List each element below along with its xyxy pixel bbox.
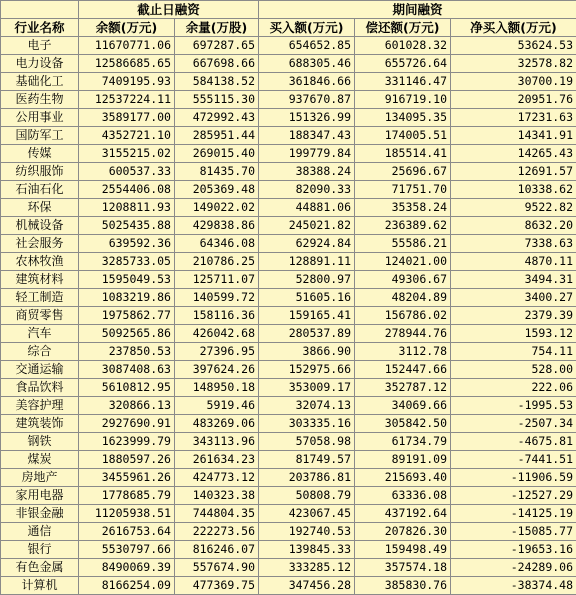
industry-cell: 家用电器: [1, 487, 79, 505]
repay-amount-cell: 89191.09: [355, 451, 451, 469]
net-buy-cell: -12527.29: [451, 487, 576, 505]
volume-cell: 483269.06: [175, 415, 259, 433]
industry-cell: 美容护理: [1, 397, 79, 415]
volume-cell: 816246.07: [175, 541, 259, 559]
balance-cell: 12586685.65: [79, 55, 175, 73]
repay-amount-cell: 357574.18: [355, 559, 451, 577]
repay-amount-cell: 124021.00: [355, 253, 451, 271]
repay-amount-cell: 134095.35: [355, 109, 451, 127]
group-header-row: [1, 1, 576, 19]
buy-amount-cell: 192740.53: [259, 523, 355, 541]
table-row: [1, 145, 576, 163]
buy-amount-cell: 38388.24: [259, 163, 355, 181]
volume-cell: 555115.30: [175, 91, 259, 109]
repay-amount-cell: 385830.76: [355, 577, 451, 595]
net-buy-cell: 14265.43: [451, 145, 576, 163]
net-buy-cell: 30700.19: [451, 73, 576, 91]
repay-amount-cell: 185514.41: [355, 145, 451, 163]
industry-cell: 计算机: [1, 577, 79, 595]
buy-amount-cell: 688305.46: [259, 55, 355, 73]
balance-cell: 639592.36: [79, 235, 175, 253]
balance-cell: 3285733.05: [79, 253, 175, 271]
buy-amount-cell: 62924.84: [259, 235, 355, 253]
table-row: [1, 181, 576, 199]
balance-cell: 3087408.63: [79, 361, 175, 379]
net-buy-cell: 17231.63: [451, 109, 576, 127]
balance-cell: 2927690.91: [79, 415, 175, 433]
net-buy-cell: 53624.53: [451, 37, 576, 55]
volume-cell: 140323.38: [175, 487, 259, 505]
balance-cell: 600537.33: [79, 163, 175, 181]
net-buy-cell: 2379.39: [451, 307, 576, 325]
col-header-volume: 余量(万股): [175, 19, 259, 37]
industry-cell: 建筑装饰: [1, 415, 79, 433]
volume-cell: 125711.07: [175, 271, 259, 289]
col-header-repay: 偿还额(万元): [355, 19, 451, 37]
volume-cell: 426042.68: [175, 325, 259, 343]
balance-cell: 3155215.02: [79, 145, 175, 163]
table-row: [1, 163, 576, 181]
volume-cell: 148950.18: [175, 379, 259, 397]
buy-amount-cell: 303335.16: [259, 415, 355, 433]
balance-cell: 2554406.08: [79, 181, 175, 199]
table-row: [1, 91, 576, 109]
net-buy-cell: 9522.82: [451, 199, 576, 217]
table-row: [1, 127, 576, 145]
industry-cell: 有色金属: [1, 559, 79, 577]
net-buy-cell: -11906.59: [451, 469, 576, 487]
repay-amount-cell: 34069.66: [355, 397, 451, 415]
buy-amount-cell: 654652.85: [259, 37, 355, 55]
balance-cell: 5610812.95: [79, 379, 175, 397]
repay-amount-cell: 352787.12: [355, 379, 451, 397]
volume-cell: 140599.72: [175, 289, 259, 307]
repay-amount-cell: 215693.40: [355, 469, 451, 487]
net-buy-cell: -19653.16: [451, 541, 576, 559]
net-buy-cell: 1593.12: [451, 325, 576, 343]
repay-amount-cell: 152447.66: [355, 361, 451, 379]
buy-amount-cell: 50808.79: [259, 487, 355, 505]
industry-cell: 公用事业: [1, 109, 79, 127]
balance-cell: 1880597.26: [79, 451, 175, 469]
net-buy-cell: 12691.57: [451, 163, 576, 181]
buy-amount-cell: 188347.43: [259, 127, 355, 145]
col-header-buy: 买入额(万元): [259, 19, 355, 37]
table-body: [1, 37, 576, 595]
buy-amount-cell: 280537.89: [259, 325, 355, 343]
balance-cell: 5025435.88: [79, 217, 175, 235]
net-buy-cell: 222.06: [451, 379, 576, 397]
repay-amount-cell: 25696.67: [355, 163, 451, 181]
table-row: [1, 199, 576, 217]
industry-cell: 石油石化: [1, 181, 79, 199]
industry-cell: 食品饮料: [1, 379, 79, 397]
table-row: [1, 289, 576, 307]
repay-amount-cell: 48204.89: [355, 289, 451, 307]
repay-amount-cell: 49306.67: [355, 271, 451, 289]
buy-amount-cell: 203786.81: [259, 469, 355, 487]
group-header-end-day: 截止日融资: [79, 1, 259, 19]
balance-cell: 1208811.93: [79, 199, 175, 217]
industry-cell: 通信: [1, 523, 79, 541]
volume-cell: 584138.52: [175, 73, 259, 91]
repay-amount-cell: 35358.24: [355, 199, 451, 217]
table-row: [1, 469, 576, 487]
industry-cell: 银行: [1, 541, 79, 559]
repay-amount-cell: 55586.21: [355, 235, 451, 253]
balance-cell: 3589177.00: [79, 109, 175, 127]
net-buy-cell: -7441.51: [451, 451, 576, 469]
industry-cell: 电力设备: [1, 55, 79, 73]
volume-cell: 210786.25: [175, 253, 259, 271]
volume-cell: 472992.43: [175, 109, 259, 127]
net-buy-cell: 8632.20: [451, 217, 576, 235]
buy-amount-cell: 139845.33: [259, 541, 355, 559]
net-buy-cell: 7338.63: [451, 235, 576, 253]
table-row: [1, 505, 576, 523]
balance-cell: 5530797.66: [79, 541, 175, 559]
industry-cell: 国防军工: [1, 127, 79, 145]
buy-amount-cell: 44881.06: [259, 199, 355, 217]
buy-amount-cell: 423067.45: [259, 505, 355, 523]
net-buy-cell: 754.11: [451, 343, 576, 361]
table-row: [1, 415, 576, 433]
repay-amount-cell: 156786.02: [355, 307, 451, 325]
table-row: [1, 379, 576, 397]
net-buy-cell: -15085.77: [451, 523, 576, 541]
industry-cell: 环保: [1, 199, 79, 217]
volume-cell: 397624.26: [175, 361, 259, 379]
table-row: [1, 109, 576, 127]
industry-cell: 交通运输: [1, 361, 79, 379]
buy-amount-cell: 51605.16: [259, 289, 355, 307]
industry-cell: 电子: [1, 37, 79, 55]
col-header-balance: 余额(万元): [79, 19, 175, 37]
volume-cell: 158116.36: [175, 307, 259, 325]
volume-cell: 343113.96: [175, 433, 259, 451]
balance-cell: 4352721.10: [79, 127, 175, 145]
industry-cell: 非银金融: [1, 505, 79, 523]
balance-cell: 1623999.79: [79, 433, 175, 451]
industry-cell: 钢铁: [1, 433, 79, 451]
balance-cell: 3455961.26: [79, 469, 175, 487]
industry-cell: 综合: [1, 343, 79, 361]
balance-cell: 8490069.39: [79, 559, 175, 577]
net-buy-cell: -4675.81: [451, 433, 576, 451]
industry-cell: 传媒: [1, 145, 79, 163]
industry-cell: 轻工制造: [1, 289, 79, 307]
table-row: [1, 433, 576, 451]
net-buy-cell: 4870.11: [451, 253, 576, 271]
buy-amount-cell: 333285.12: [259, 559, 355, 577]
buy-amount-cell: 82090.33: [259, 181, 355, 199]
net-buy-cell: -38374.48: [451, 577, 576, 595]
col-header-net-buy: 净买入额(万元): [451, 19, 576, 37]
volume-cell: 27396.95: [175, 343, 259, 361]
volume-cell: 424773.12: [175, 469, 259, 487]
balance-cell: 11670771.06: [79, 37, 175, 55]
volume-cell: 744804.35: [175, 505, 259, 523]
table-row: [1, 37, 576, 55]
repay-amount-cell: 916719.10: [355, 91, 451, 109]
table-row: [1, 451, 576, 469]
col-header-industry: 行业名称: [1, 19, 79, 37]
net-buy-cell: 3400.27: [451, 289, 576, 307]
volume-cell: 64346.08: [175, 235, 259, 253]
balance-cell: 237850.53: [79, 343, 175, 361]
table-row: [1, 271, 576, 289]
repay-amount-cell: 305842.50: [355, 415, 451, 433]
repay-amount-cell: 601028.32: [355, 37, 451, 55]
buy-amount-cell: 57058.98: [259, 433, 355, 451]
group-header-blank: [1, 1, 79, 19]
buy-amount-cell: 3866.90: [259, 343, 355, 361]
volume-cell: 149022.02: [175, 199, 259, 217]
net-buy-cell: 528.00: [451, 361, 576, 379]
repay-amount-cell: 174005.51: [355, 127, 451, 145]
net-buy-cell: 14341.91: [451, 127, 576, 145]
net-buy-cell: 3494.31: [451, 271, 576, 289]
table-row: [1, 559, 576, 577]
industry-cell: 基础化工: [1, 73, 79, 91]
buy-amount-cell: 361846.66: [259, 73, 355, 91]
volume-cell: 222273.56: [175, 523, 259, 541]
net-buy-cell: -14125.19: [451, 505, 576, 523]
volume-cell: 261634.23: [175, 451, 259, 469]
repay-amount-cell: 63336.08: [355, 487, 451, 505]
repay-amount-cell: 437192.64: [355, 505, 451, 523]
table-row: [1, 73, 576, 91]
net-buy-cell: 20951.76: [451, 91, 576, 109]
repay-amount-cell: 236389.62: [355, 217, 451, 235]
volume-cell: 667698.66: [175, 55, 259, 73]
net-buy-cell: -1995.53: [451, 397, 576, 415]
volume-cell: 429838.86: [175, 217, 259, 235]
repay-amount-cell: 331146.47: [355, 73, 451, 91]
buy-amount-cell: 151326.99: [259, 109, 355, 127]
repay-amount-cell: 61734.79: [355, 433, 451, 451]
repay-amount-cell: 71751.70: [355, 181, 451, 199]
balance-cell: 8166254.09: [79, 577, 175, 595]
industry-cell: 汽车: [1, 325, 79, 343]
industry-cell: 农林牧渔: [1, 253, 79, 271]
volume-cell: 477369.75: [175, 577, 259, 595]
balance-cell: 1595049.53: [79, 271, 175, 289]
volume-cell: 5919.46: [175, 397, 259, 415]
balance-cell: 5092565.86: [79, 325, 175, 343]
table-row: [1, 217, 576, 235]
table-row: [1, 397, 576, 415]
table-row: [1, 343, 576, 361]
repay-amount-cell: 655726.64: [355, 55, 451, 73]
balance-cell: 1975862.77: [79, 307, 175, 325]
balance-cell: 1778685.79: [79, 487, 175, 505]
net-buy-cell: 10338.62: [451, 181, 576, 199]
volume-cell: 285951.44: [175, 127, 259, 145]
buy-amount-cell: 347456.28: [259, 577, 355, 595]
buy-amount-cell: 245021.82: [259, 217, 355, 235]
buy-amount-cell: 32074.13: [259, 397, 355, 415]
column-header-row: [1, 19, 576, 37]
balance-cell: 320866.13: [79, 397, 175, 415]
volume-cell: 205369.48: [175, 181, 259, 199]
buy-amount-cell: 199779.84: [259, 145, 355, 163]
repay-amount-cell: 3112.78: [355, 343, 451, 361]
buy-amount-cell: 353009.17: [259, 379, 355, 397]
table-row: [1, 541, 576, 559]
buy-amount-cell: 159165.41: [259, 307, 355, 325]
table-row: [1, 253, 576, 271]
industry-cell: 纺织服饰: [1, 163, 79, 181]
table-row: [1, 577, 576, 595]
table-row: [1, 325, 576, 343]
net-buy-cell: -24289.06: [451, 559, 576, 577]
net-buy-cell: 32578.82: [451, 55, 576, 73]
industry-cell: 社会服务: [1, 235, 79, 253]
table-row: [1, 235, 576, 253]
repay-amount-cell: 278944.76: [355, 325, 451, 343]
volume-cell: 557674.90: [175, 559, 259, 577]
volume-cell: 697287.65: [175, 37, 259, 55]
balance-cell: 1083219.86: [79, 289, 175, 307]
table-row: [1, 55, 576, 73]
balance-cell: 12537224.11: [79, 91, 175, 109]
industry-cell: 建筑材料: [1, 271, 79, 289]
balance-cell: 2616753.64: [79, 523, 175, 541]
buy-amount-cell: 128891.11: [259, 253, 355, 271]
table-row: [1, 361, 576, 379]
buy-amount-cell: 81749.57: [259, 451, 355, 469]
repay-amount-cell: 159498.49: [355, 541, 451, 559]
buy-amount-cell: 937670.87: [259, 91, 355, 109]
net-buy-cell: -2507.34: [451, 415, 576, 433]
table-row: [1, 307, 576, 325]
industry-cell: 机械设备: [1, 217, 79, 235]
industry-cell: 房地产: [1, 469, 79, 487]
table-row: [1, 523, 576, 541]
group-header-period: 期间融资: [259, 1, 576, 19]
buy-amount-cell: 152975.66: [259, 361, 355, 379]
volume-cell: 269015.40: [175, 145, 259, 163]
table-row: [1, 487, 576, 505]
industry-cell: 医药生物: [1, 91, 79, 109]
industry-cell: 商贸零售: [1, 307, 79, 325]
buy-amount-cell: 52800.97: [259, 271, 355, 289]
balance-cell: 7409195.93: [79, 73, 175, 91]
volume-cell: 81435.70: [175, 163, 259, 181]
balance-cell: 11205938.51: [79, 505, 175, 523]
industry-cell: 煤炭: [1, 451, 79, 469]
repay-amount-cell: 207826.30: [355, 523, 451, 541]
